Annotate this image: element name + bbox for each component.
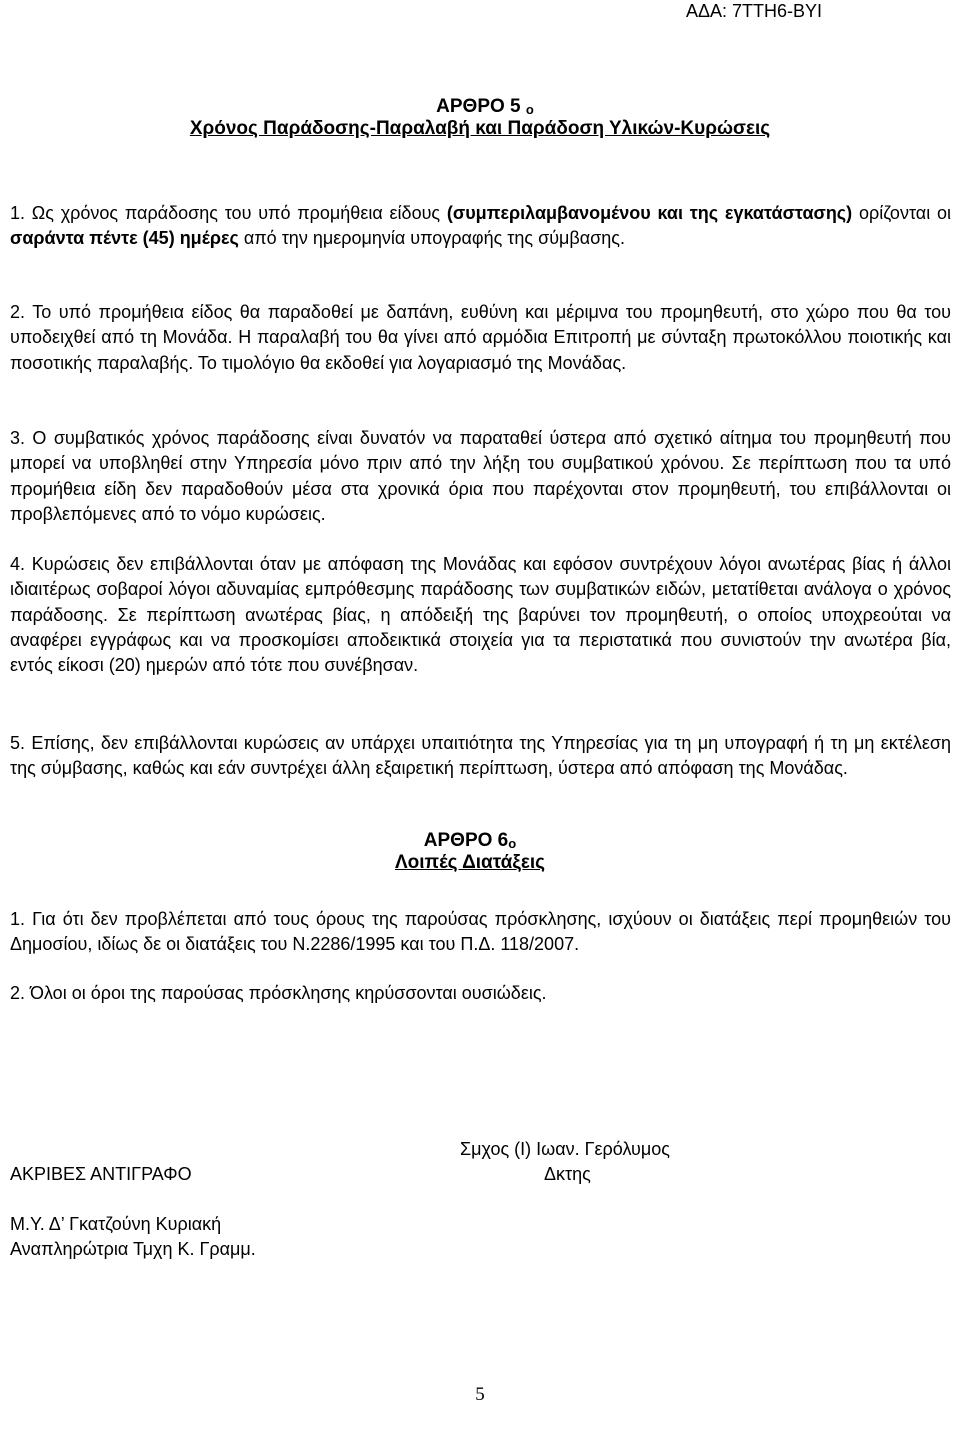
- p1-bold-days: σαράντα πέντε (45) ημέρες: [10, 228, 239, 249]
- article-6-subtitle: Λοιπές Διατάξεις: [394, 852, 545, 873]
- article-6-paragraph-1: 1. Για ότι δεν προβλέπεται από τους όρους της παρούσας πρόσκλησης, ισχύουν οι διατάξεις περί προμηθειών του Δημοσίου, ιδίως δε οι διατάξεις του Ν.2286/1995 και του Π.Δ. 118/2007.: [10, 909, 951, 955]
- copy-officer-role: Αναπληρώτρια Τμχη Κ. Γραμμ.: [10, 1239, 256, 1259]
- article-6-title-text: ΑΡΘΡΟ 6: [423, 830, 509, 851]
- article-6-paragraph-2: 2. Όλοι οι όροι της παρούσας πρόσκλησης κηρύσσονται ουσιώδεις.: [10, 983, 547, 1003]
- signer-rank: Δκτης: [544, 1164, 591, 1184]
- article-5-paragraph-2: 2. Το υπό προμήθεια είδος θα παραδοθεί με δαπάνη, ευθύνη και μέριμνα του προμηθευτή, στο χώρο που θα του υποδειχθεί από τη Μονάδα. Η παραλαβή του θα γίνει από αρμόδια Επιτροπή με σύνταξη πρωτοκόλλου ποιοτικής και ποσοτικής παραλαβής. Το τιμολόγιο θα εκδοθεί για λογαριασμό της Μονάδας.: [10, 302, 951, 373]
- article-5-paragraph-4: 4. Κυρώσεις δεν επιβάλλονται όταν με απόφαση της Μονάδας και εφόσον συντρέχουν λόγοι ανωτέρας βίας ή άλλοι ιδιαιτέρως σοβαροί λόγοι αδυναμίας εμπρόθεσμης παράδοσης των συμβατικών ειδών, μετατίθεται ανάλογα ο χρόνος παράδοσης. Σε περίπτωση ανωτέρας βίας, η απόδειξή της βαρύνει τον προμηθευτή, ο οποίος υποχρεούται να αναφέρει εγγράφως και να προσκομίσει αποδεικτικά στοιχεία για τα περιστατικά που συνιστούν την ανωτέρα βία, εντός είκοσι (20) ημερών από τότε που συνέβησαν.: [10, 554, 951, 676]
- ada-code: ΑΔΑ: 7ΤΤΗ6-ΒΥΙ: [685, 1, 822, 21]
- p1-text-a: 1. Ως χρόνος παράδοσης του υπό προμήθεια είδους: [10, 203, 447, 223]
- article-5-ordinal: ο: [525, 102, 534, 117]
- signer-name: Σμχος (Ι) Ιωαν. Γερόλυμος: [460, 1139, 670, 1159]
- p1-text-e: από την ημερομηνία υπογραφής της σύμβασης.: [238, 228, 625, 249]
- article-5-paragraph-1: [10, 201, 951, 252]
- article-6-title: [0, 830, 960, 852]
- certified-copy-label: ΑΚΡΙΒΕΣ ΑΝΤΙΓΡΑΦΟ: [10, 1164, 192, 1184]
- p1-text-c: ορίζονται οι: [852, 203, 952, 223]
- article-6-heading: [0, 830, 960, 874]
- p1-bold-installation: (συμπεριλαμβανομένου και της εγκατάστασης): [446, 203, 853, 223]
- page-number: 5: [475, 1384, 485, 1405]
- article-5-title-text: ΑΡΘΡΟ 5: [436, 96, 521, 117]
- article-5-heading: [0, 96, 960, 140]
- article-6-ordinal: ο: [508, 836, 517, 851]
- article-5-paragraph-5: 5. Επίσης, δεν επιβάλλονται κυρώσεις αν υπάρχει υπαιτιότητα της Υπηρεσίας για τη μη υπογραφή ή τη μη εκτέλεση της σύμβασης, καθώς και εάν συντρέχει άλλη εξαιρετική περίπτωση, ύστερα από απόφαση της Μονάδας.: [10, 733, 951, 779]
- copy-officer-name: Μ.Υ. Δ’ Γκατζούνη Κυριακή: [10, 1214, 222, 1234]
- article-5-paragraph-3: 3. Ο συμβατικός χρόνος παράδοσης είναι δυνατόν να παραταθεί ύστερα από σχετικό αίτημα του προμηθευτή που μπορεί να υποβληθεί στην Υπηρεσία μόνο πριν από την λήξη του συμβατικού χρόνου. Σε περίπτωση που τα υπό προμήθεια είδη δεν παραδοθούν μέσα στα χρονικά όρια που παρέχονται στον προμηθευτή, του επιβάλλονται οι προβλεπόμενες από το νόμο κυρώσεις.: [10, 428, 951, 524]
- article-5-title: [10, 96, 960, 118]
- article-5-subtitle: Χρόνος Παράδοσης-Παραλαβή και Παράδοση Υλικών-Κυρώσεις: [189, 118, 771, 139]
